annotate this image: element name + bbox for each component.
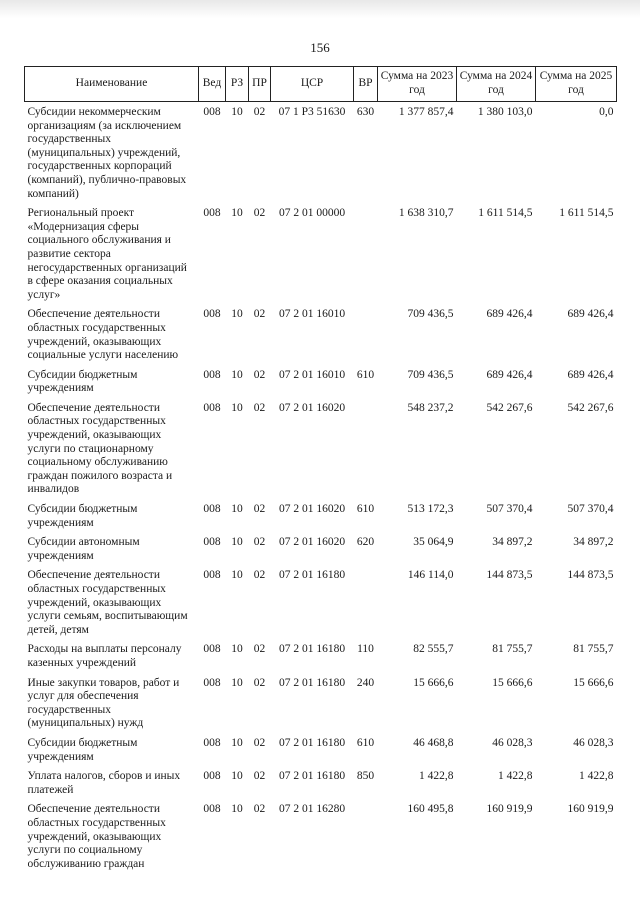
cell-sum-2025: 689 426,4 [567, 368, 614, 381]
cell-rz: 10 [231, 569, 243, 582]
cell-sum-2023: 1 422,8 [419, 770, 454, 783]
cell-rz: 10 [231, 536, 243, 549]
cell-sum-2023: 1 638 310,7 [398, 207, 454, 220]
cell-sum-2024: 144 873,5 [486, 569, 533, 582]
cell-rz: 10 [231, 803, 243, 816]
cell-sum-2023: 709 436,5 [407, 308, 454, 321]
cell-sum-2025: 15 666,6 [573, 676, 614, 689]
cell-sum-2023: 513 172,3 [407, 503, 454, 516]
cell-ved: 008 [203, 207, 221, 220]
cell-sum-2024: 46 028,3 [492, 736, 533, 749]
scan-shadow [0, 0, 640, 18]
cell-name: Субсидии бюджетным учреждениям [27, 736, 138, 763]
table-row [25, 304, 617, 364]
budget-table [24, 66, 617, 873]
table-row [25, 799, 617, 873]
cell-pr: 02 [253, 736, 266, 749]
cell-sum-2024: 1 611 514,5 [478, 207, 533, 220]
cell-sum-2024: 507 370,4 [486, 503, 533, 516]
cell-vr: 630 [356, 106, 375, 118]
cell-pr: 02 [253, 803, 266, 816]
cell-vr: 610 [356, 503, 375, 516]
header-name: Наименование [25, 67, 199, 102]
cell-vr [354, 799, 378, 873]
cell-sum-2024: 81 755,7 [492, 643, 533, 656]
cell-sum-2024: 689 426,4 [486, 368, 533, 381]
page-number: 156 [310, 40, 330, 55]
table-row [25, 639, 617, 672]
table-row [25, 203, 617, 304]
table-row [25, 673, 617, 733]
cell-sum-2023: 548 237,2 [407, 401, 454, 414]
cell-name: Субсидии некоммерческим организациям (за исключением государственных (муниципальных) учреждений, государственных корпораций (компаний), публично-правовых компаний) [27, 106, 187, 200]
cell-ved: 008 [203, 803, 221, 816]
cell-sum-2024: 15 666,6 [492, 676, 533, 689]
cell-pr: 02 [253, 106, 266, 118]
cell-rz: 10 [231, 503, 243, 516]
cell-pr: 02 [253, 503, 266, 516]
cell-name: Иные закупки товаров, работ и услуг для обеспечения государственных (муниципальных) нужд [27, 676, 180, 730]
cell-csr: 07 1 P3 51630 [278, 106, 346, 118]
cell-sum-2025: 1 422,8 [579, 770, 614, 783]
cell-ved: 008 [203, 770, 221, 783]
cell-name: Расходы на выплаты персоналу казенных учреждений [27, 643, 182, 669]
cell-vr [354, 398, 378, 499]
cell-name: Региональный проект «Модернизация сферы социального обслуживания и развитие сектора негосударственных организаций в сфере оказания социальных услуг» [27, 207, 187, 301]
header-csr: ЦСР [271, 67, 354, 102]
cell-ved: 008 [203, 536, 221, 549]
cell-sum-2025: 1 611 514,5 [559, 207, 614, 220]
cell-name: Обеспечение деятельности областных государственных учреждений, оказывающих услуги семьям, воспитывающим детей, детям [27, 569, 188, 636]
header-ved: Вед [199, 67, 226, 102]
cell-pr: 02 [253, 401, 266, 414]
cell-vr [354, 203, 378, 304]
cell-sum-2023: 146 114,0 [407, 569, 454, 582]
cell-csr: 07 2 01 16180 [278, 676, 346, 689]
cell-sum-2025: 46 028,3 [573, 736, 614, 749]
cell-csr: 07 2 01 16020 [278, 536, 346, 549]
cell-sum-2023: 46 468,8 [413, 736, 454, 749]
cell-rz: 10 [231, 308, 243, 321]
cell-sum-2025: 81 755,7 [573, 643, 614, 656]
cell-rz: 10 [231, 643, 243, 656]
cell-csr: 07 2 01 16020 [278, 401, 346, 414]
cell-ved: 008 [203, 368, 221, 381]
header-vr: ВР [354, 67, 378, 102]
cell-name: Обеспечение деятельности областных государственных учреждений, оказывающих социальные услуги населению [27, 308, 179, 362]
cell-csr: 07 2 01 16020 [278, 503, 346, 516]
cell-pr: 02 [253, 368, 266, 381]
table-row [25, 365, 617, 398]
cell-sum-2025: 507 370,4 [567, 503, 614, 516]
cell-sum-2025: 689 426,4 [567, 308, 614, 321]
table-row [25, 532, 617, 565]
cell-sum-2025: 0,0 [599, 106, 614, 118]
cell-pr: 02 [253, 770, 266, 783]
header-pr: ПР [249, 67, 271, 102]
cell-sum-2025: 542 267,6 [567, 401, 614, 414]
cell-pr: 02 [253, 569, 266, 582]
cell-csr: 07 2 01 16180 [278, 736, 346, 749]
cell-ved: 008 [203, 736, 221, 749]
cell-rz: 10 [231, 770, 243, 783]
cell-name: Обеспечение деятельности областных государственных учреждений, оказывающих услуги по стационарному социальному обслуживанию граждан пожилого возраста и инвалидов [27, 401, 173, 496]
cell-csr: 07 2 01 16180 [278, 643, 346, 656]
cell-sum-2025: 160 919,9 [567, 803, 614, 816]
cell-csr: 07 2 01 16010 [278, 368, 346, 381]
cell-csr: 07 2 01 16010 [278, 308, 346, 321]
cell-sum-2024: 34 897,2 [492, 536, 533, 549]
cell-vr: 110 [357, 643, 374, 656]
cell-vr [354, 565, 378, 639]
cell-ved: 008 [203, 401, 221, 414]
table-body [25, 102, 617, 874]
cell-pr: 02 [253, 308, 266, 321]
table-row [25, 102, 617, 204]
table-row [25, 499, 617, 532]
cell-vr: 610 [356, 368, 375, 381]
cell-pr: 02 [253, 207, 266, 220]
cell-rz: 10 [231, 207, 243, 220]
cell-sum-2023: 1 377 857,4 [398, 106, 454, 118]
cell-ved: 008 [203, 308, 221, 321]
header-sum-2025: Сумма на 2025 год [536, 67, 617, 102]
cell-name: Субсидии автономным учреждениям [27, 536, 140, 562]
cell-ved: 008 [203, 643, 221, 656]
cell-rz: 10 [231, 106, 243, 118]
cell-csr: 07 2 01 16280 [278, 803, 346, 816]
cell-name: Субсидии бюджетным учреждениям [27, 503, 138, 529]
cell-sum-2023: 709 436,5 [407, 368, 454, 381]
header-sum-2023: Сумма на 2023 год [378, 67, 457, 102]
cell-vr: 240 [356, 676, 375, 689]
header-rz: РЗ [226, 67, 249, 102]
cell-pr: 02 [253, 643, 266, 656]
cell-rz: 10 [231, 736, 243, 749]
cell-csr: 07 2 01 16180 [278, 569, 346, 582]
cell-ved: 008 [203, 569, 221, 582]
cell-ved: 008 [203, 503, 221, 516]
table-row [25, 565, 617, 639]
cell-csr: 07 2 01 16180 [278, 770, 346, 783]
table-row [25, 733, 617, 766]
cell-vr: 850 [356, 770, 375, 783]
cell-sum-2023: 160 495,8 [407, 803, 454, 816]
cell-name: Уплата налогов, сборов и иных платежей [27, 770, 181, 796]
cell-csr: 07 2 01 00000 [278, 207, 346, 220]
cell-sum-2024: 1 422,8 [498, 770, 533, 783]
cell-name: Обеспечение деятельности областных государственных учреждений, оказывающих услуги по социальному обслуживанию граждан [27, 803, 166, 870]
table-row [25, 398, 617, 499]
cell-sum-2023: 35 064,9 [413, 536, 454, 549]
cell-vr [354, 304, 378, 364]
cell-rz: 10 [231, 401, 243, 414]
cell-sum-2024: 160 919,9 [486, 803, 533, 816]
cell-pr: 02 [253, 536, 266, 549]
cell-sum-2025: 34 897,2 [573, 536, 614, 549]
cell-rz: 10 [231, 368, 243, 381]
cell-pr: 02 [253, 676, 266, 689]
cell-sum-2024: 689 426,4 [486, 308, 533, 321]
cell-sum-2023: 15 666,6 [413, 676, 454, 689]
cell-vr: 620 [356, 536, 375, 549]
table-row [25, 766, 617, 799]
table-header-row [25, 67, 617, 102]
cell-ved: 008 [203, 676, 221, 689]
cell-sum-2023: 82 555,7 [413, 643, 454, 656]
cell-vr: 610 [356, 736, 375, 749]
cell-sum-2024: 542 267,6 [486, 401, 533, 414]
cell-rz: 10 [231, 676, 243, 689]
cell-sum-2025: 144 873,5 [567, 569, 614, 582]
header-sum-2024: Сумма на 2024 год [457, 67, 536, 102]
cell-ved: 008 [203, 106, 221, 118]
cell-name: Субсидии бюджетным учреждениям [27, 368, 138, 395]
cell-sum-2024: 1 380 103,0 [477, 106, 533, 118]
